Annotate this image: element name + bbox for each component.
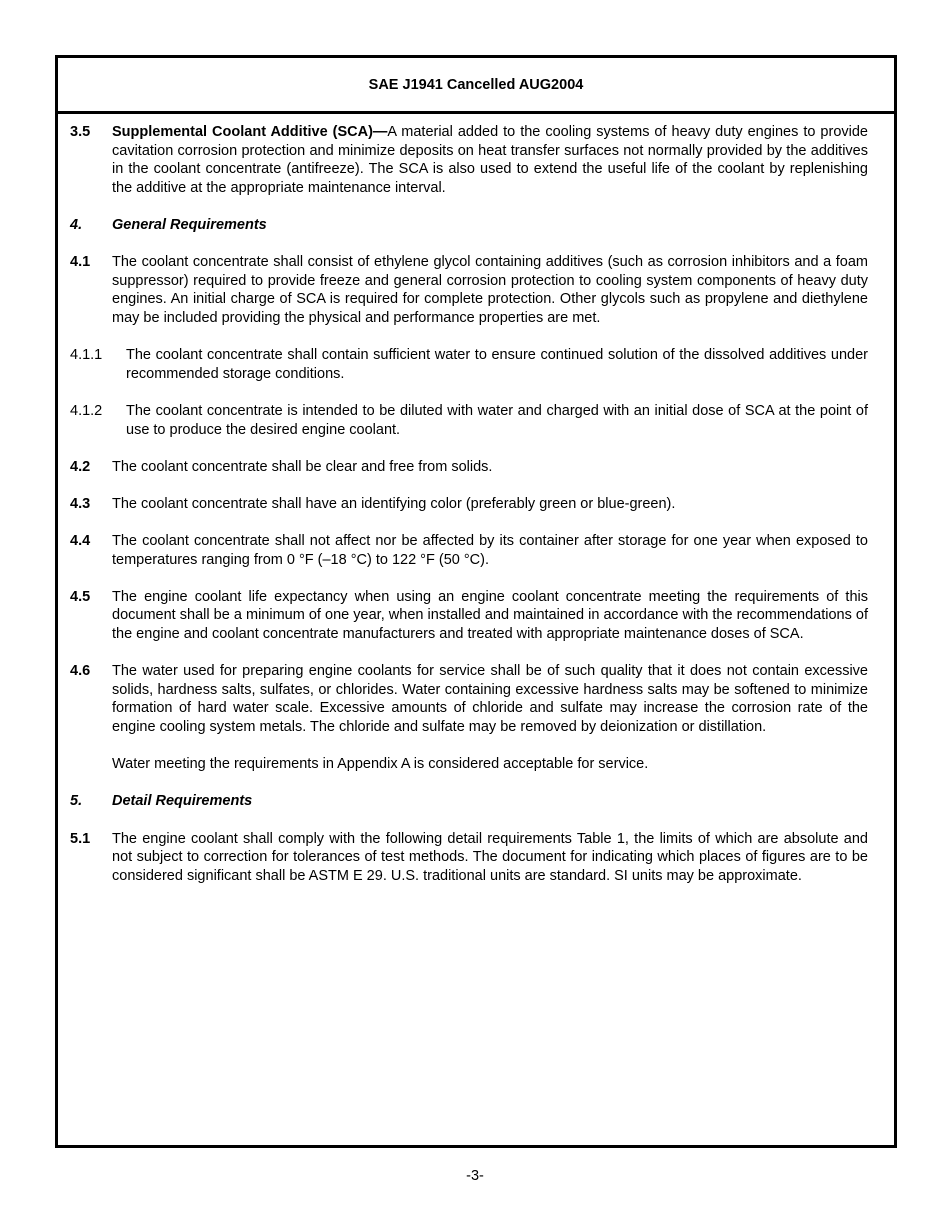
- section-4-6-paragraph-2: Water meeting the requirements in Appendix A is considered acceptable for service.: [112, 756, 649, 773]
- section-text: The engine coolant shall comply with the following detail requirements Table 1, the limits of which are absolute and not subject to correction for tolerances of test methods. The document for indicating which places of figures are to be considered significant shall be ASTM E 29. U.S. traditional units are standard. SI units may be approximate.: [112, 830, 868, 884]
- section-4-3: [70, 495, 868, 514]
- section-4-heading: [70, 216, 868, 235]
- section-5-heading: [70, 792, 868, 811]
- section-heading: General Requirements: [112, 216, 267, 233]
- section-text: The coolant concentrate shall be clear and free from solids.: [112, 458, 493, 475]
- section-text: The coolant concentrate shall not affect nor be affected by its container after storage for one year when exposed to temperatures ranging from 0 °F (–18 °C) to 122 °F (50 °C).: [112, 533, 868, 568]
- page-frame: [55, 55, 897, 1148]
- section-heading: Detail Requirements: [112, 793, 253, 810]
- section-4-4: [70, 532, 868, 569]
- section-number: 4.3: [70, 495, 91, 512]
- section-number: 4.4: [70, 533, 91, 550]
- document-title: SAE J1941 Cancelled AUG2004: [368, 76, 584, 93]
- section-5-1: [70, 830, 868, 886]
- section-number: 4.5: [70, 588, 91, 605]
- section-4-6: [70, 662, 868, 736]
- section-number: 4.1.2: [70, 402, 103, 419]
- section-text: The water used for preparing engine coolants for service shall be of such quality that it does not contain excessive solids, hardness salts, sulfates, or chlorides. Water containing excessive hardness salts may be softened to minimize formation of hard water scale. Excessive amounts of chloride and sulfate may increase the corrosion rate of the engine cooling system metals. The chloride and sulfate may be removed by deionization or distillation.: [112, 663, 868, 735]
- section-text: The coolant concentrate is intended to be diluted with water and charged with an initial dose of SCA at the point of use to produce the desired engine coolant.: [126, 402, 868, 438]
- section-text: [112, 123, 868, 197]
- section-number: 4.: [70, 216, 83, 233]
- section-text: The engine coolant life expectancy when using an engine coolant concentrate meeting the requirements of this document shall be a minimum of one year, when installed and maintained in accordance with the recommendations of the engine and coolant concentrate manufacturers and treated with appropriate maintenance doses of SCA.: [112, 588, 868, 643]
- section-4-1-1: [70, 346, 868, 383]
- section-number: 4.6: [70, 663, 91, 680]
- section-4-1: [70, 253, 868, 327]
- section-text: The coolant concentrate shall consist of ethylene glycol containing additives (such as corrosion inhibitors and a foam suppressor) required to provide freeze and general corrosion protection to cooling system components of heavy duty engines. An initial charge of SCA is required for complete protection. Other glycols such as propylene and diethylene may be included providing the physical and performance properties are met.: [112, 254, 868, 326]
- section-4-2: [70, 458, 868, 477]
- section-number: 4.1.1: [70, 347, 103, 364]
- page-number: -3-: [466, 1168, 484, 1184]
- section-number: 3.5: [70, 124, 91, 140]
- document-header: [58, 58, 894, 114]
- section-text: The coolant concentrate shall contain sufficient water to ensure continued solution of the dissolved additives under recommended storage conditions.: [126, 347, 868, 382]
- section-number: 5.: [70, 793, 83, 810]
- section-number: 4.1: [70, 254, 91, 271]
- document-body: [70, 123, 868, 904]
- defined-term: Supplemental Coolant Additive (SCA)—: [112, 124, 388, 140]
- section-4-5: [70, 588, 868, 644]
- definition-text: A material added to the cooling systems of heavy duty engines to provide cavitation corrosion protection and minimize deposits on heat transfer surfaces not normally provided by the additives in the coolant concentrate (antifreeze). The SCA is also used to extend the useful life of the coolant by replenishing the additive at the appropriate maintenance interval.: [112, 124, 868, 196]
- section-text: The coolant concentrate shall have an identifying color (preferably green or blue-green).: [112, 495, 676, 512]
- section-number: 4.2: [70, 458, 91, 475]
- section-3-5: [70, 123, 868, 197]
- section-4-1-2: [70, 402, 868, 439]
- section-number: 5.1: [70, 830, 91, 847]
